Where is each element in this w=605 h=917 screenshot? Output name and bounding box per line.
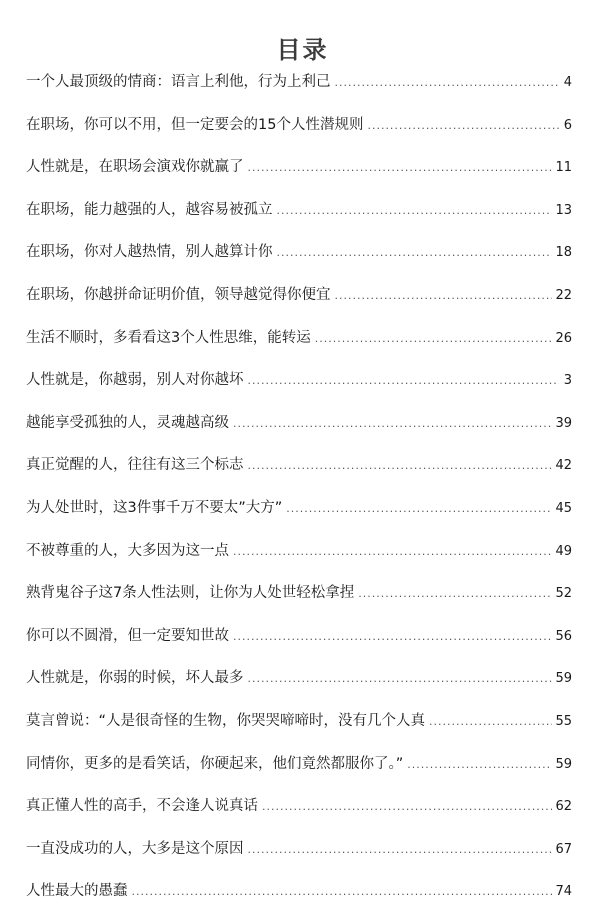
toc-entry-title: 人性就是，你弱的时候，坏人最多 [26, 670, 244, 687]
toc-page-number: 55 [555, 713, 572, 729]
toc-page-number: 56 [555, 628, 572, 644]
toc-entry-title: 人性就是，你越弱，别人对你越坏 [26, 372, 244, 389]
toc-page-number: 13 [555, 202, 572, 218]
toc-entry[interactable] [26, 703, 572, 746]
toc-entry-title: 在职场，你对人越热情，别人越算计你 [26, 244, 273, 261]
toc-page-number: 52 [555, 586, 572, 602]
toc-entry[interactable] [26, 107, 572, 150]
toc-entry-title: 真正觉醒的人，往往有这三个标志 [26, 457, 244, 474]
toc-entry-title: 越能享受孤独的人，灵魂越高级 [26, 414, 229, 431]
toc-entry-title: 莫言曾说：“人是很奇怪的生物，你哭哭啼啼时，没有几个人真 [26, 712, 426, 729]
toc-page-number: 22 [555, 287, 572, 303]
toc-page-number: 62 [555, 799, 572, 815]
toc-page-number: 42 [555, 458, 572, 474]
toc-entry-title: 人性最大的愚蠢 [26, 883, 128, 900]
toc-entry-title: 人性就是，在职场会演戏你就赢了 [26, 159, 244, 176]
toc-entry-title: 生活不顺时，多看看这3个人性思维，能转运 [26, 329, 311, 346]
toc-entry-title: 在职场，你越拼命证明价值，领导越觉得你便宜 [26, 286, 331, 303]
toc-entry[interactable] [26, 788, 572, 831]
toc-entry[interactable] [26, 234, 572, 277]
toc-page-number: 18 [555, 245, 572, 261]
toc-entry[interactable] [26, 405, 572, 448]
toc-entry-title: 你可以不圆滑，但一定要知世故 [26, 627, 229, 644]
toc-dot-leader [262, 789, 552, 825]
toc-entry[interactable] [26, 575, 572, 618]
toc-dot-leader [277, 235, 553, 271]
toc-dot-leader [315, 321, 553, 357]
toc-dot-leader [286, 491, 552, 527]
toc-entry[interactable] [26, 320, 572, 363]
table-of-contents [26, 64, 572, 916]
toc-entry-title: 同情你，更多的是看笑话，你硬起来，他们竟然都服你了。” [26, 755, 404, 772]
toc-entry[interactable] [26, 64, 572, 107]
toc-dot-leader [335, 278, 553, 314]
page-title: 目录 [276, 36, 329, 65]
toc-entry-title: 不被尊重的人，大多因为这一点 [26, 542, 229, 559]
toc-page-number: 45 [555, 500, 572, 516]
toc-page-number: 49 [555, 543, 572, 559]
toc-entry-title: 一直没成功的人，大多是这个原因 [26, 840, 244, 857]
toc-page-number: 26 [555, 330, 572, 346]
toc-page-number: 6 [563, 117, 572, 133]
toc-entry[interactable] [26, 660, 572, 703]
toc-page-number: 59 [555, 671, 572, 687]
toc-entry[interactable] [26, 533, 572, 576]
toc-entry[interactable] [26, 873, 572, 916]
toc-dot-leader [248, 363, 560, 399]
toc-entry[interactable] [26, 447, 572, 490]
toc-dot-leader [367, 108, 559, 144]
toc-entry[interactable] [26, 362, 572, 405]
toc-entry[interactable] [26, 149, 572, 192]
toc-page-number: 11 [555, 160, 572, 176]
toc-entry[interactable] [26, 746, 572, 789]
toc-dot-leader [248, 661, 553, 697]
toc-entry[interactable] [26, 192, 572, 235]
toc-page-number: 67 [555, 841, 572, 857]
toc-entry-title: 真正懂人性的高手，不会逢人说真话 [26, 798, 258, 815]
toc-page-number: 59 [555, 756, 572, 772]
toc-entry[interactable] [26, 490, 572, 533]
toc-dot-leader [233, 619, 552, 655]
toc-dot-leader [248, 448, 553, 484]
toc-page-number: 4 [563, 75, 572, 90]
toc-entry-title: 为人处世时，这3件事千万不要太”大方” [26, 499, 283, 516]
toc-entry-title: 一个人最顶级的情商：语言上利他，行为上利己 [26, 74, 331, 90]
toc-dot-leader [335, 65, 560, 101]
toc-dot-leader [248, 832, 553, 868]
toc-page-number: 39 [555, 415, 572, 431]
toc-page-number: 74 [555, 884, 572, 900]
toc-dot-leader [277, 193, 553, 229]
toc-entry[interactable] [26, 277, 572, 320]
toc-entry-title: 在职场，你可以不用，但一定要会的15个人性潜规则 [26, 116, 364, 133]
toc-dot-leader [233, 406, 552, 442]
toc-entry[interactable] [26, 618, 572, 661]
toc-dot-leader [233, 534, 552, 570]
toc-dot-leader [429, 704, 552, 740]
toc-dot-leader [248, 150, 553, 186]
toc-page-number: 3 [563, 373, 572, 389]
toc-dot-leader [407, 747, 552, 783]
toc-entry[interactable] [26, 831, 572, 874]
toc-dot-leader [132, 874, 553, 910]
toc-dot-leader [358, 576, 552, 612]
toc-entry-title: 在职场，能力越强的人，越容易被孤立 [26, 201, 273, 218]
toc-entry-title: 熟背鬼谷子这7条人性法则，让你为人处世轻松拿捏 [26, 585, 355, 602]
